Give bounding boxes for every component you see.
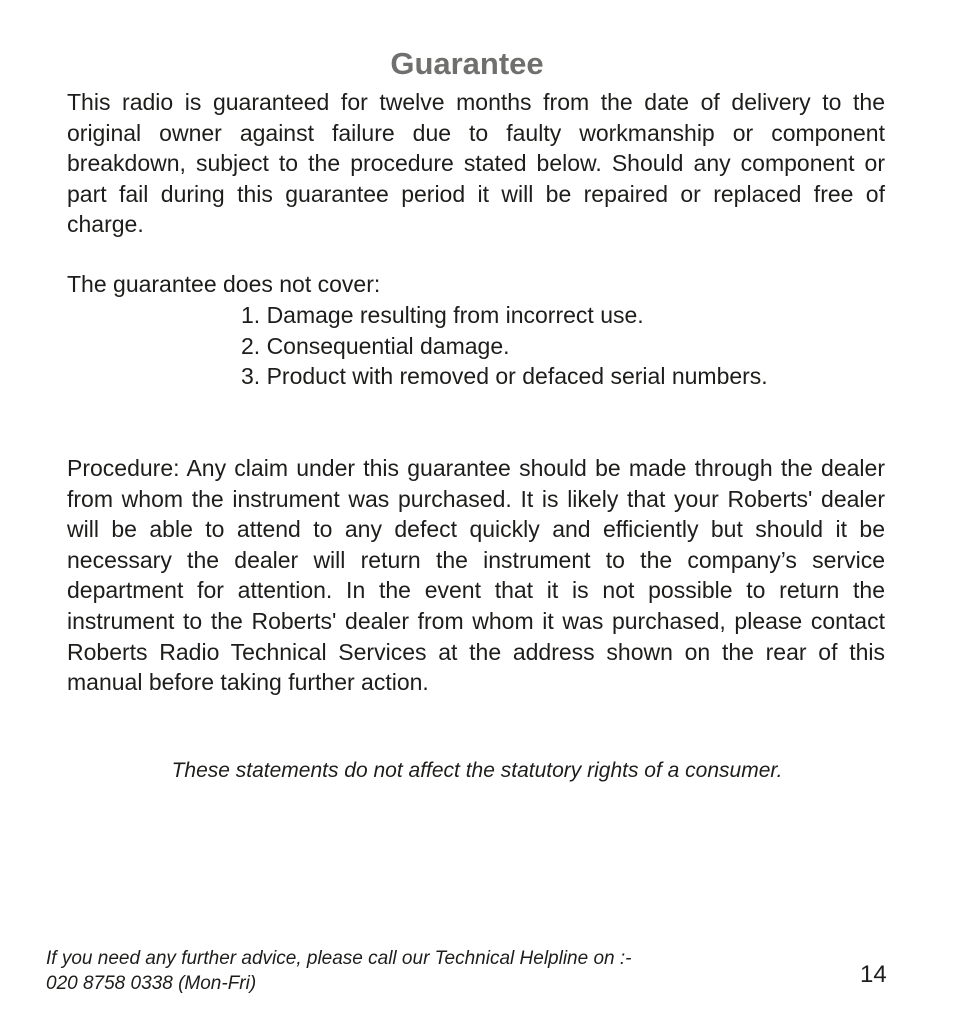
helpline-text: If you need any further advice, please call our Technical Helpline on :-: [46, 948, 632, 969]
helpline-footer: [46, 946, 631, 996]
exclusion-item: 2. Consequential damage.: [241, 332, 510, 359]
guarantee-intro-paragraph: This radio is guaranteed for twelve months from the date of delivery to the original owner against failure due to faulty workmanship or component breakdown, subject to the procedure stated below. Should any component or part fail during this guarantee period it will be repaired or replaced free of charge.: [67, 89, 885, 238]
page-number: 14: [860, 961, 887, 988]
exclusion-item: 3. Product with removed or defaced serial numbers.: [241, 363, 768, 390]
exclusions-list: [241, 300, 768, 392]
exclusions-heading: The guarantee does not cover:: [67, 271, 381, 297]
page-title: Guarantee: [390, 46, 544, 81]
helpline-number: 020 8758 0338 (Mon-Fri): [46, 973, 257, 994]
procedure-paragraph: Procedure: Any claim under this guarantee should be made through the dealer from whom the instrument was purchased. It is likely that your Roberts' dealer will be able to attend to any defect quickly and efficiently but should it be necessary the dealer will return the instrument to the company’s service department for attention. In the event that it is not possible to return the instrument to the Roberts' dealer from whom it was purchased, please contact Roberts Radio Technical Services at the address shown on the rear of this manual before taking further action.: [67, 455, 885, 696]
exclusion-item: 1. Damage resulting from incorrect use.: [241, 302, 644, 328]
statutory-rights-note: These statements do not affect the statutory rights of a consumer.: [171, 759, 783, 782]
